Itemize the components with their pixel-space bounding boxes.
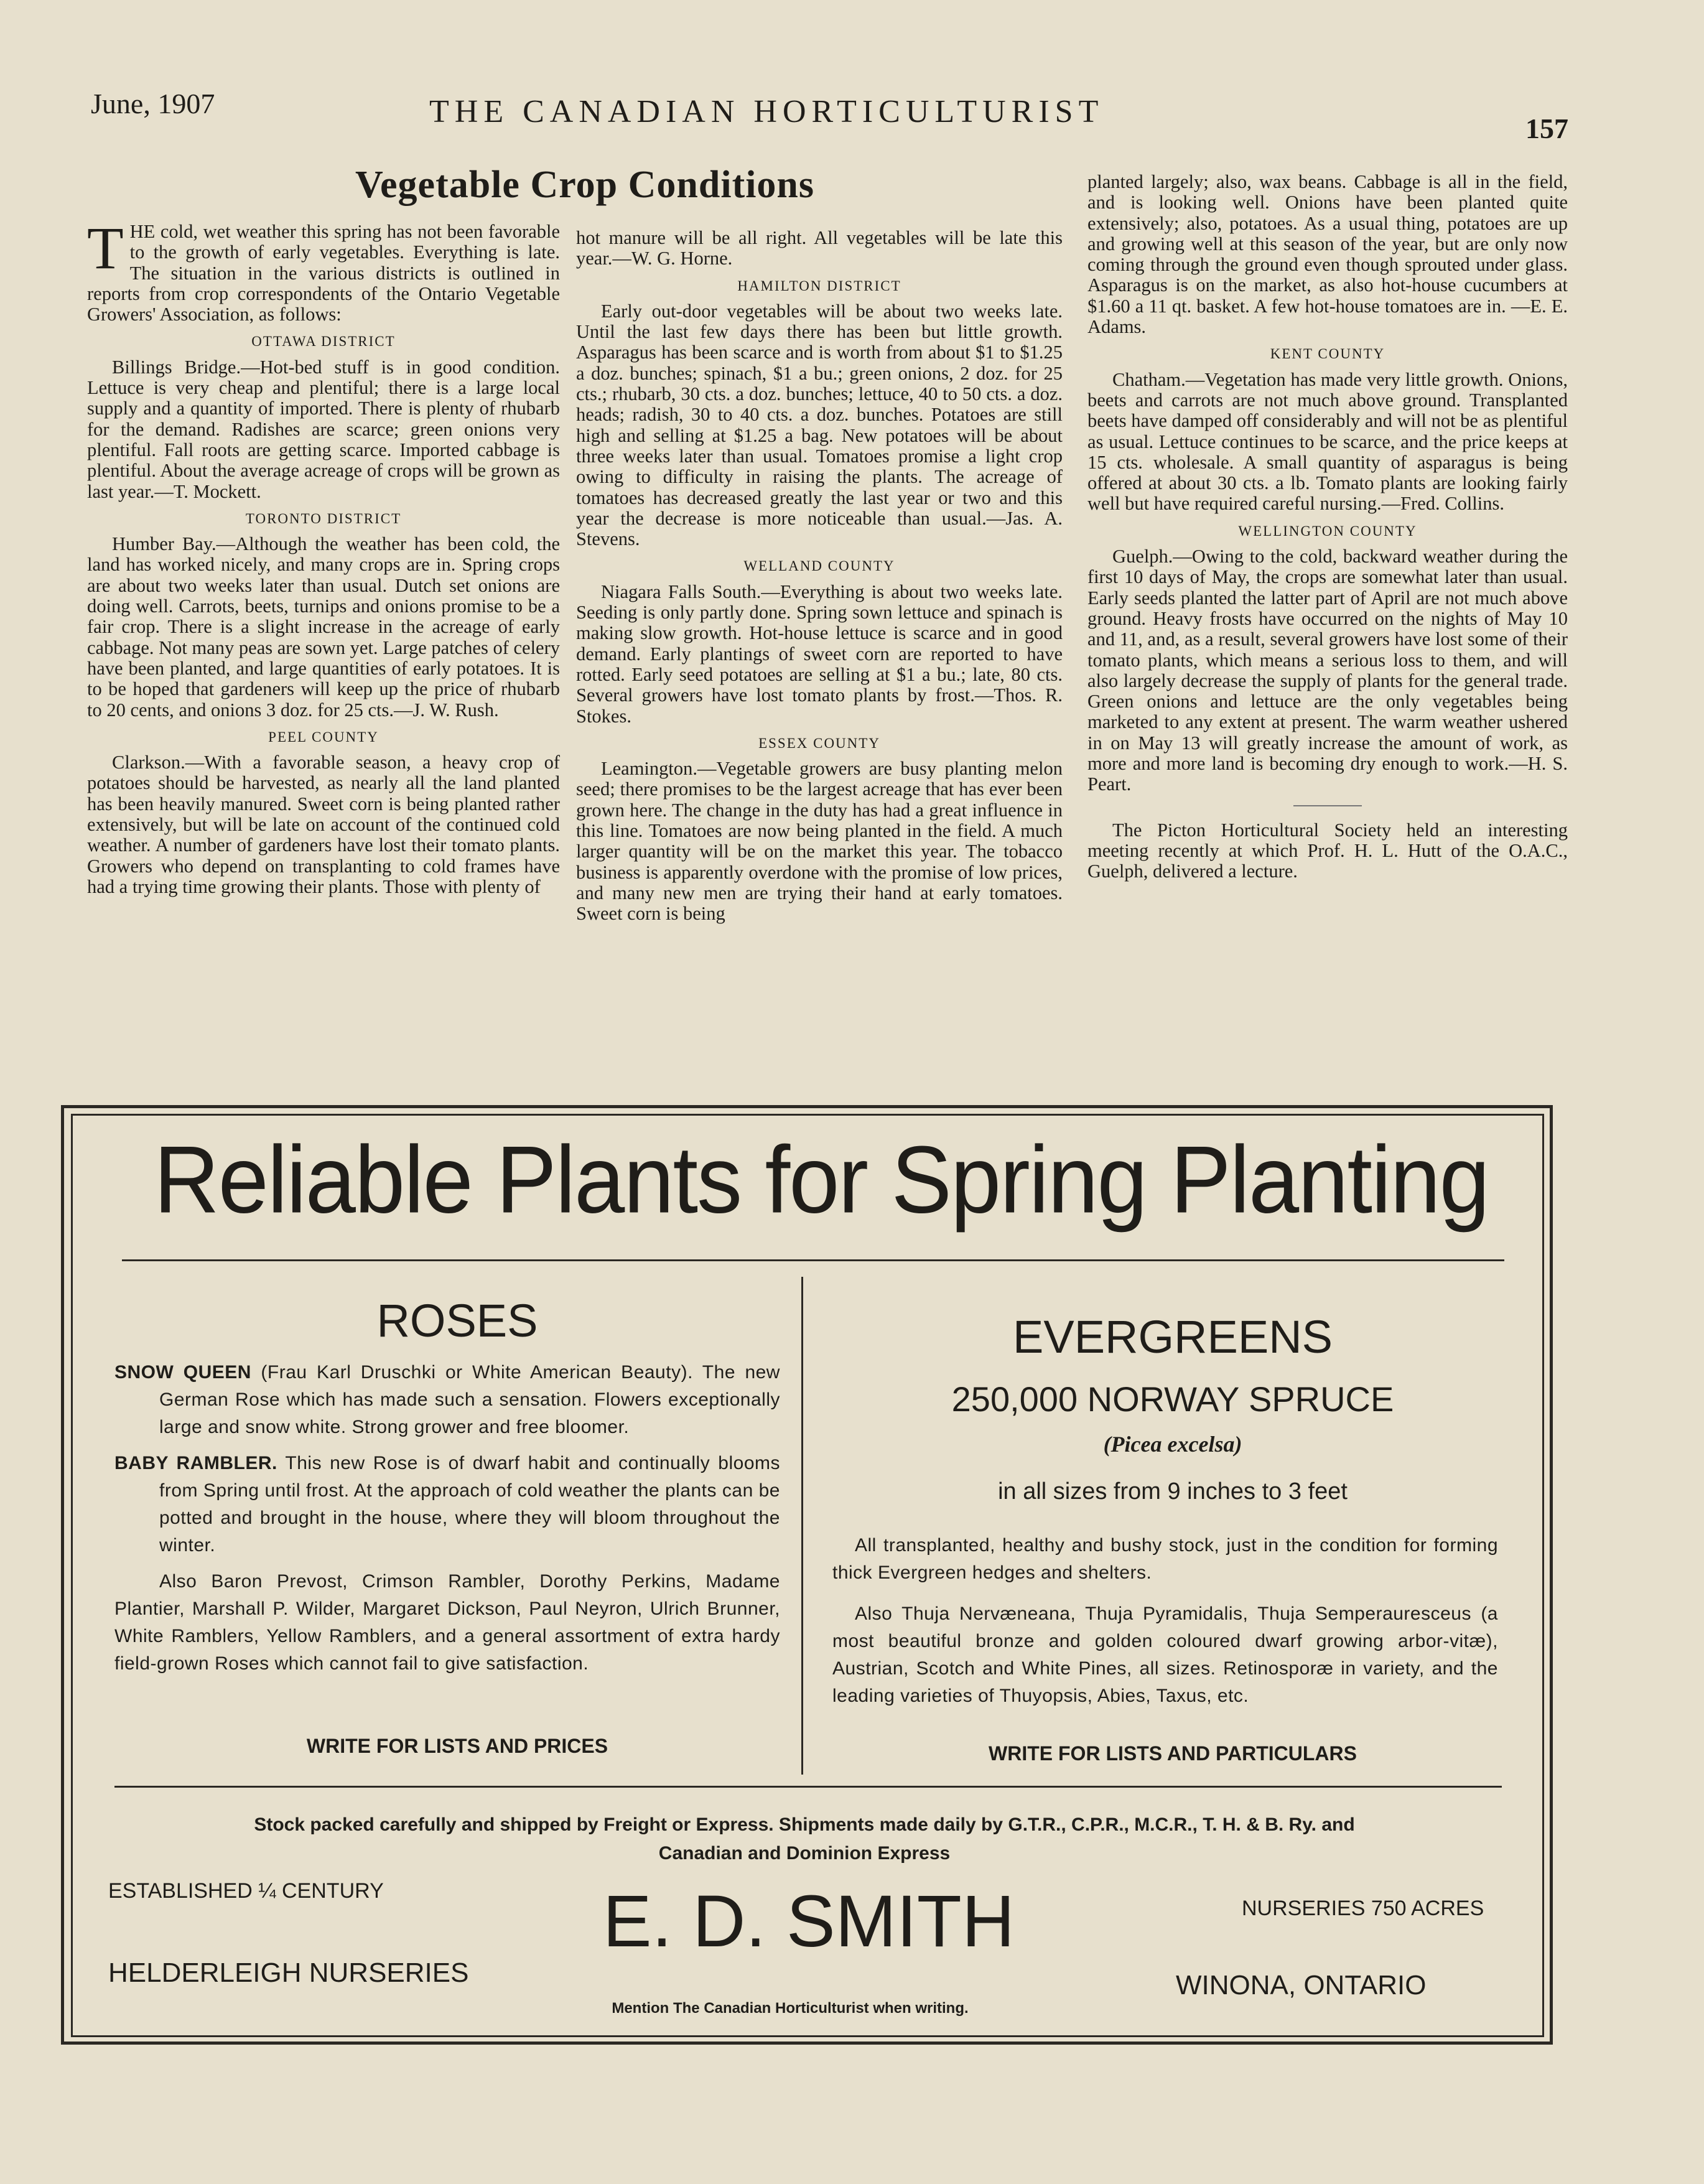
article-title: Vegetable Crop Conditions bbox=[355, 164, 815, 206]
page-number: 157 bbox=[1525, 113, 1568, 144]
section-heading-kent: KENT COUNTY bbox=[1270, 346, 1385, 362]
ad-headline: Reliable Plants for Spring Planting bbox=[154, 1126, 1489, 1233]
report-toronto: Humber Bay.—Although the weather has been cold, the land has worked nicely, and many crops are in. Spring crops are about two weeks later than usual. Dutch set onions are doing well. Carrots, beets, turnips and onions promise to be a fair crop. There is a slight increase in the acreage of early cabbage. Not many peas are sown yet. Large patches of celery have been planted, and large quantities of early potatoes. It is to be hoped that gardeners will keep up the price of rhubarb to 20 cents, and onions 3 doz. for 25 cts.—J. W. Rush. bbox=[87, 533, 560, 721]
report-ottawa: Billings Bridge.—Hot-bed stuff is in good condition. Lettuce is very cheap and plentiful; there is a large local supply and a quantity of imported. There is plenty of rhubarb for the demand. Radishes are scarce; green onions very plentiful. Fall roots are getting scarce. Imported cabbage is plentiful. About the average acreage of crops will be grown as last year.—T. Mockett. bbox=[87, 356, 560, 502]
report-hamilton: Early out-door vegetables will be about two weeks late. Until the last few days there has been but little growth. Asparagus has been scarce and is worth from about $1 to $1.25 a doz. bunches; spinach, $1 a bu.; green onions, 2 doz. for 25 cts.; rhubarb, 30 cts. a doz. bunches; lettuce, 40 to 50 cts. a doz. heads; radish, 30 to 40 cts. a doz. bunches. Potatoes are still high and selling at $1.25 a bag. New potatoes will be about three weeks later than usual. Tomatoes promise a light crop owing to difficulty in raising the plants. The acreage of tomatoes has decreased greatly the last year or two and this year the decrease is more noticeable than usual.—Jas. A. Stevens. bbox=[576, 300, 1063, 550]
nursery-name: HELDERLEIGH NURSERIES bbox=[108, 1958, 469, 1988]
magazine-title: THE CANADIAN HORTICULTURIST bbox=[429, 94, 1104, 129]
established-label: ESTABLISHED ¼ CENTURY bbox=[108, 1879, 384, 1903]
drop-cap: T bbox=[87, 215, 124, 281]
evergreens-section bbox=[832, 1532, 1498, 1724]
headline-rule bbox=[122, 1259, 1504, 1261]
evergreens-call-to-action: WRITE FOR LISTS AND PARTICULARS bbox=[989, 1742, 1357, 1765]
article-column-3 bbox=[1087, 172, 1568, 882]
latin-name: (Picea excelsa) bbox=[1103, 1432, 1242, 1457]
issue-date: June, 1907 bbox=[91, 88, 215, 119]
baby-rambler-entry: BABY RAMBLER. This new Rose is of dwarf habit and continually blooms from Spring until frost. At the approach of cold weather the plants can be potted and brought in the house, where they will bloom throughout the winter. bbox=[114, 1453, 780, 1556]
other-roses: Also Baron Prevost, Crimson Rambler, Dorothy Perkins, Madame Plantier, Marshall P. Wilder, Margaret Dickson, Paul Neyron, Ulrich Brunner, White Ramblers, Yellow Ramblers, and a general assortment of extra hardy field-grown Roses which cannot fail to give satisfaction. bbox=[114, 1571, 780, 1674]
report-kent: Chatham.—Vegetation has made very little growth. Onions, beets and carrots are not much above ground. Transplanted beets have damped off considerably and will not be as plentiful as usual. Lettuce continues to be scarce, and the price keeps at 15 cts. wholesale. A small quantity of asparagus is being offered at about 30 cts. a lb. Tomato plants are looking fairly well but have required careful nursing.—Fred. Collins. bbox=[1087, 368, 1568, 515]
snow-queen-entry: SNOW QUEEN (Frau Karl Druschki or White American Beauty). The new German Rose which has made such a sensation. Flowers exceptionally large and snow white. Strong grower and free bloomer. bbox=[114, 1362, 780, 1437]
section-heading-wellington: WELLINGTON COUNTY bbox=[1238, 523, 1417, 539]
report-wellington: Guelph.—Owing to the cold, backward weather during the first 10 days of May, the crops are somewhat later than usual. Early seeds planted the latter part of April are not much above ground. Heavy frosts have occurred on the nights of May 10 and 11, and, as a result, several growers have lost some of their tomato plants, which means a serious loss to them, and will also largely decrease the supply of plants for the general trade. Green onions and lettuce are the only vegetables being marketed to any extent at present. The warm weather ushered in on May 13 will greatly increase the amount of work, as more and more land is becoming dry enough to work.—H. S. Peart. bbox=[1087, 546, 1568, 795]
picton-note: The Picton Horticultural Society held an interesting meeting recently at which Prof. H. L. Hutt of the O.A.C., Guelph, delivered a lecture. bbox=[1087, 819, 1568, 882]
company-name: E. D. SMITH bbox=[602, 1880, 1015, 1962]
section-heading-toronto: TORONTO DISTRICT bbox=[245, 510, 402, 526]
report-essex: Leamington.—Vegetable growers are busy planting melon seed; there promises to be the largest acreage that has ever been grown here. The change in the duty has had a great influence in this line. Tomatoes are now being planted in the field. A much larger quantity will be on the market this year. The tobacco business is apparently overdone with the promise of low prices, and many new men are trying their hand at early tomatoes. Sweet corn is being bbox=[576, 758, 1063, 925]
roses-call-to-action: WRITE FOR LISTS AND PRICES bbox=[306, 1735, 608, 1757]
report-essex-continued: planted largely; also, wax beans. Cabbage is all in the field, and is looking well. Onions have been planted quite extensively; also, potatoes. As a usual thing, potatoes are up and growing well at this season of the year, but are only now coming through the ground even though sprouted under glass. Asparagus is on the market, as also hot-house cucumbers at $1.60 a 11 qt. basket. A few hot-house tomatoes are in. —E. E. Adams. bbox=[1087, 171, 1568, 338]
evergreens-text-1: All transplanted, healthy and bushy stock, just in the condition for forming thick Evergreen hedges and shelters. bbox=[832, 1535, 1498, 1583]
location: WINONA, ONTARIO bbox=[1176, 1970, 1427, 2000]
section-heading-welland: WELLAND COUNTY bbox=[743, 558, 895, 574]
snow-queen-name: SNOW QUEEN bbox=[114, 1362, 251, 1383]
baby-rambler-name: BABY RAMBLER. bbox=[114, 1453, 277, 1473]
report-peel: Clarkson.—With a favorable season, a heavy crop of potatoes should be harvested, as nearly all the land planted has been heavily manured. Sweet corn is being planted rather extensively, but will be late on account of the continued cold weather. A number of gardeners have lost their tomato plants. Growers who depend on transplanting to cold frames have had a trying time growing their plants. Those with plenty of bbox=[87, 752, 560, 897]
sizes-line: in all sizes from 9 inches to 3 feet bbox=[998, 1478, 1348, 1505]
roses-heading: ROSES bbox=[376, 1295, 538, 1346]
roses-section bbox=[114, 1359, 780, 1686]
report-welland: Niagara Falls South.—Everything is about two weeks late. Seeding is only partly done. Spring sown lettuce and spinach is making slow growth. Hot-house lettuce is scarce and in good demand. Early plantings of sweet corn are reported to have rotted. Early seed potatoes are selling at $1 a bu.; late, 80 cts. Several growers have lost tomato plants by frost.—Thos. R. Stokes. bbox=[576, 581, 1063, 727]
evergreens-text-2: Also Thuja Nervæneana, Thuja Pyramidalis, Thuja Semperauresceus (a most beautiful bronze and golden coloured dwarf growing arbor-vitæ), Austrian, Scotch and White Pines, all sizes. Retinosporæ in variety, and the leading varieties of Thuyopsis, Abies, Taxus, etc. bbox=[832, 1603, 1498, 1706]
evergreens-heading: EVERGREENS bbox=[1012, 1311, 1333, 1363]
mention-note: Mention The Canadian Horticulturist when writing. bbox=[612, 2000, 969, 2017]
divider bbox=[1293, 805, 1362, 806]
nurseries-acres-label: NURSERIES 750 ACRES bbox=[1242, 1897, 1484, 1920]
report-peel-continued: hot manure will be all right. All vegetables will be late this year.—W. G. Horne. bbox=[576, 227, 1063, 269]
shipping-notice: Stock packed carefully and shipped by Freight or Express. Shipments made daily by G.T.R., C.P.R., M.C.R., T. H. & B. Ry. and Canadian and Dominion Express bbox=[254, 1814, 1355, 1864]
intro-paragraph: THE cold, wet weather this spring has not been favorable to the growth of early vegetables. Everything is late. The situation in the various districts is outlined in reports from crop correspondents of the Ontario Vegetable Growers' Association, as follows: bbox=[87, 215, 560, 325]
article-column-2 bbox=[576, 228, 1063, 925]
section-heading-hamilton: HAMILTON DISTRICT bbox=[737, 278, 901, 294]
section-heading-ottawa: OTTAWA DISTRICT bbox=[251, 334, 396, 350]
article-column-1 bbox=[87, 215, 560, 897]
section-heading-peel: PEEL COUNTY bbox=[268, 729, 379, 745]
section-heading-essex: ESSEX COUNTY bbox=[758, 735, 880, 751]
norway-spruce-heading: 250,000 NORWAY SPRUCE bbox=[951, 1379, 1394, 1419]
column-divider bbox=[801, 1277, 803, 1775]
footer-rule bbox=[114, 1786, 1502, 1788]
